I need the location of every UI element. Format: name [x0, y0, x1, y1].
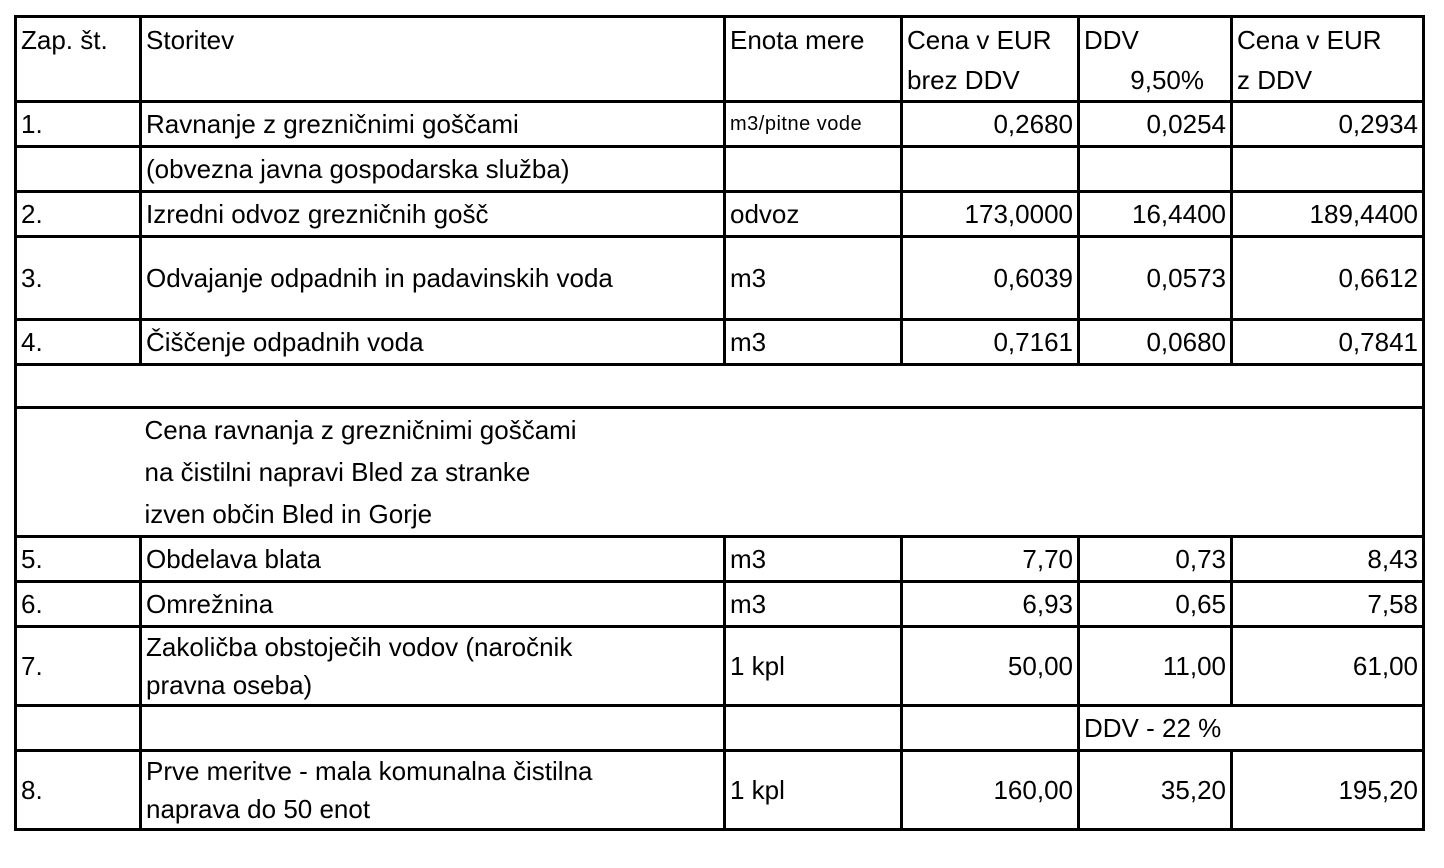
- row-price-incl: 0,7841: [1232, 320, 1424, 365]
- row-price-incl: 0,2934: [1232, 102, 1424, 147]
- row-vat: 0,0573: [1079, 237, 1232, 320]
- row-vat: 0,65: [1079, 582, 1232, 627]
- row-service: Zakoličba obstoječih vodov (naročnik pravna oseba): [141, 627, 725, 706]
- row-price-incl: 189,4400: [1232, 192, 1424, 237]
- header-vat: DDV 9,50%: [1079, 17, 1232, 102]
- row-service: Izredni odvoz grezničnih gošč: [141, 192, 725, 237]
- empty-cell: [16, 706, 141, 751]
- empty-cell: [725, 706, 902, 751]
- row-price-incl: 61,00: [1232, 627, 1424, 706]
- blank-row: [16, 365, 1424, 408]
- row-price-excl: 160,00: [902, 751, 1079, 830]
- table-row: [16, 237, 1424, 320]
- row-unit: [725, 147, 902, 192]
- row-vat: 16,4400: [1079, 192, 1232, 237]
- table-row: [16, 147, 1424, 192]
- row-vat: [1079, 147, 1232, 192]
- row-no: 2.: [16, 192, 141, 237]
- table-row: [16, 320, 1424, 365]
- table-row: [16, 751, 1424, 830]
- row-price-excl: 6,93: [902, 582, 1079, 627]
- header-price-incl: Cena v EUR z DDV: [1232, 17, 1424, 102]
- row-service: Prve meritve - mala komunalna čistilna naprava do 50 enot: [141, 751, 725, 830]
- row-price-excl: 7,70: [902, 537, 1079, 582]
- row-price-excl: 0,6039: [902, 237, 1079, 320]
- row-no: 5.: [16, 537, 141, 582]
- row-no: 8.: [16, 751, 141, 830]
- row-service: Ravnanje z grezničnimi goščami: [141, 102, 725, 147]
- row-unit: m3: [725, 537, 902, 582]
- blank-cell: [16, 365, 1424, 408]
- row-service: Odvajanje odpadnih in padavinskih voda: [141, 237, 725, 320]
- row-price-excl: 173,0000: [902, 192, 1079, 237]
- header-service: Storitev: [141, 17, 725, 102]
- table-row: [16, 102, 1424, 147]
- row-service: Čiščenje odpadnih voda: [141, 320, 725, 365]
- row-price-incl: [1232, 147, 1424, 192]
- row-price-excl: 0,2680: [902, 102, 1079, 147]
- vat-note: DDV - 22 %: [1079, 706, 1424, 751]
- empty-cell: [902, 706, 1079, 751]
- header-unit: Enota mere: [725, 17, 902, 102]
- empty-cell: [141, 706, 725, 751]
- row-service: Obdelava blata: [141, 537, 725, 582]
- row-price-incl: 8,43: [1232, 537, 1424, 582]
- row-vat: 0,73: [1079, 537, 1232, 582]
- row-service: Omrežnina: [141, 582, 725, 627]
- row-price-incl: 195,20: [1232, 751, 1424, 830]
- row-unit: m3: [725, 237, 902, 320]
- row-service: (obvezna javna gospodarska služba): [141, 147, 725, 192]
- header-row: [16, 17, 1424, 102]
- row-price-excl: 50,00: [902, 627, 1079, 706]
- row-no: 3.: [16, 237, 141, 320]
- row-vat: 0,0254: [1079, 102, 1232, 147]
- table-row: [16, 627, 1424, 706]
- info-row: [16, 408, 1424, 537]
- row-no: 1.: [16, 102, 141, 147]
- row-price-excl: [902, 147, 1079, 192]
- vat-note-row: [16, 706, 1424, 751]
- table-row: [16, 192, 1424, 237]
- row-vat: 0,0680: [1079, 320, 1232, 365]
- row-no: 7.: [16, 627, 141, 706]
- row-no: 6.: [16, 582, 141, 627]
- price-table: [14, 15, 1425, 831]
- row-unit: 1 kpl: [725, 627, 902, 706]
- table-row: [16, 537, 1424, 582]
- row-unit: m3: [725, 582, 902, 627]
- header-price-excl: Cena v EUR brez DDV: [902, 17, 1079, 102]
- row-price-incl: 0,6612: [1232, 237, 1424, 320]
- row-unit: m3: [725, 320, 902, 365]
- row-price-excl: 0,7161: [902, 320, 1079, 365]
- row-price-incl: 7,58: [1232, 582, 1424, 627]
- row-unit: m3/pitne vode: [725, 102, 902, 147]
- row-unit: odvoz: [725, 192, 902, 237]
- header-no: Zap. št.: [16, 17, 141, 102]
- row-no: 4.: [16, 320, 141, 365]
- row-vat: 35,20: [1079, 751, 1232, 830]
- info-text: Cena ravnanja z grezničnimi goščami na čistilni napravi Bled za stranke izven občin Bled in Gorje: [141, 408, 1424, 537]
- info-spacer: [16, 408, 141, 537]
- row-no: [16, 147, 141, 192]
- row-unit: 1 kpl: [725, 751, 902, 830]
- table-row: [16, 582, 1424, 627]
- row-vat: 11,00: [1079, 627, 1232, 706]
